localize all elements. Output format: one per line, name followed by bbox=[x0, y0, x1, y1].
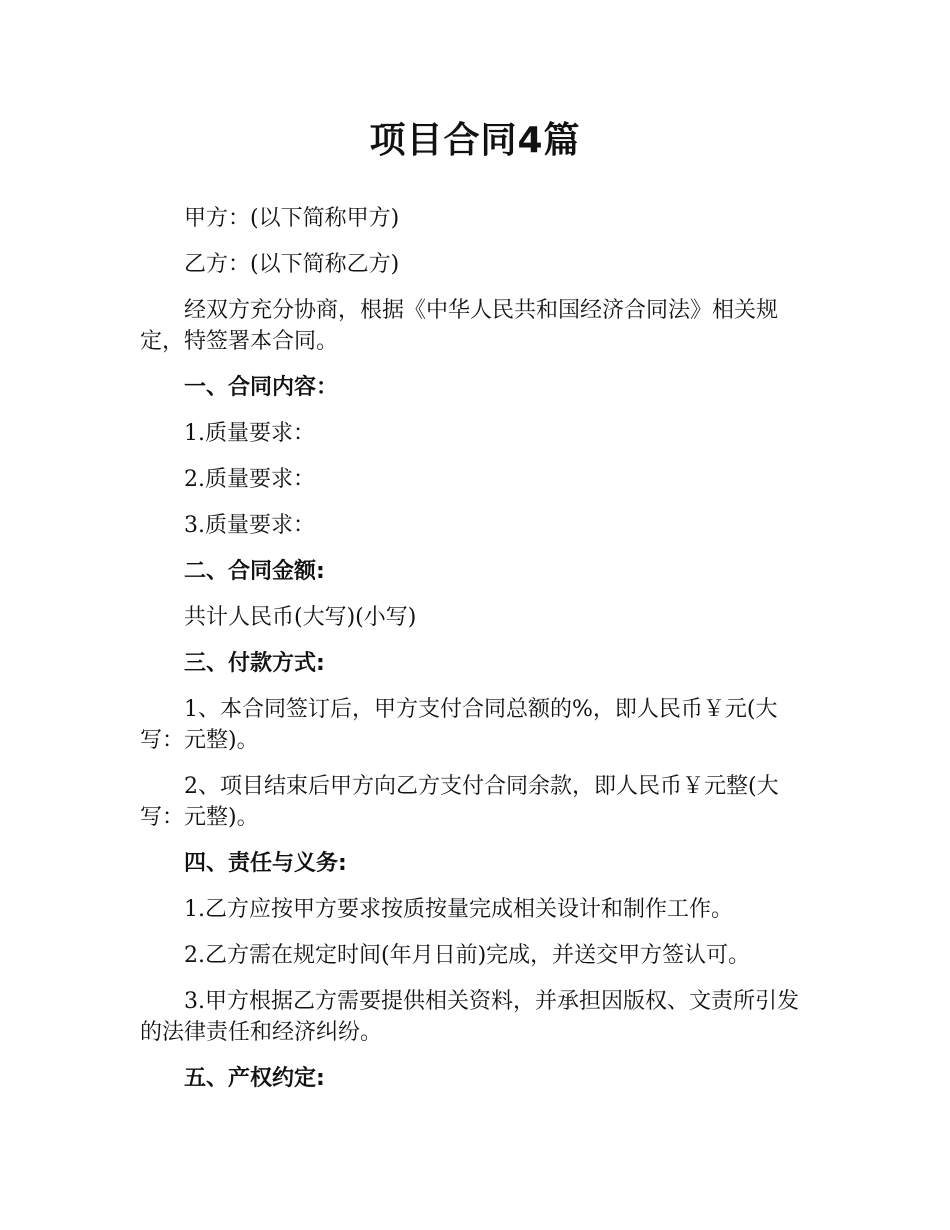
quality-requirement-1: 1.质量要求： bbox=[184, 421, 315, 446]
party-b-line: 乙方：(以下简称乙方) bbox=[184, 252, 400, 277]
amount-total-line: 共计人民币(大写)(小写) bbox=[184, 605, 417, 630]
section-heading-responsibilities: 四、责任与义务: bbox=[184, 851, 347, 876]
party-a-line: 甲方：(以下简称甲方) bbox=[184, 206, 400, 231]
section-heading-contract-content: 一、合同内容： bbox=[184, 375, 339, 400]
payment-clause-1: 1、本合同签订后，甲方支付合同总额的%，即人民币￥元(大写：元整)。 bbox=[140, 697, 778, 753]
section-heading-property-rights: 五、产权约定: bbox=[184, 1066, 325, 1091]
section-heading-contract-amount: 二、合同金额: bbox=[184, 559, 325, 584]
document-title: 项目合同4篇 bbox=[369, 120, 581, 161]
payment-clause-2: 2、项目结束后甲方向乙方支付合同余款，即人民币￥元整(大写：元整)。 bbox=[140, 774, 779, 830]
responsibility-clause-2: 2.乙方需在规定时间(年月日前)完成，并送交甲方签认可。 bbox=[184, 943, 751, 968]
section-heading-payment-method: 三、付款方式: bbox=[184, 651, 325, 676]
quality-requirement-2: 2.质量要求： bbox=[184, 467, 315, 492]
responsibility-clause-3: 3.甲方根据乙方需要提供相关资料，并承担因版权、文责所引发的法律责任和经济纠纷。 bbox=[140, 989, 799, 1045]
quality-requirement-3: 3.质量要求： bbox=[184, 513, 315, 538]
responsibility-clause-1: 1.乙方应按甲方要求按质按量完成相关设计和制作工作。 bbox=[184, 897, 733, 922]
preamble-paragraph: 经双方充分协商，根据《中华人民共和国经济合同法》相关规定，特签署本合同。 bbox=[140, 298, 779, 354]
document-body bbox=[140, 203, 820, 1109]
